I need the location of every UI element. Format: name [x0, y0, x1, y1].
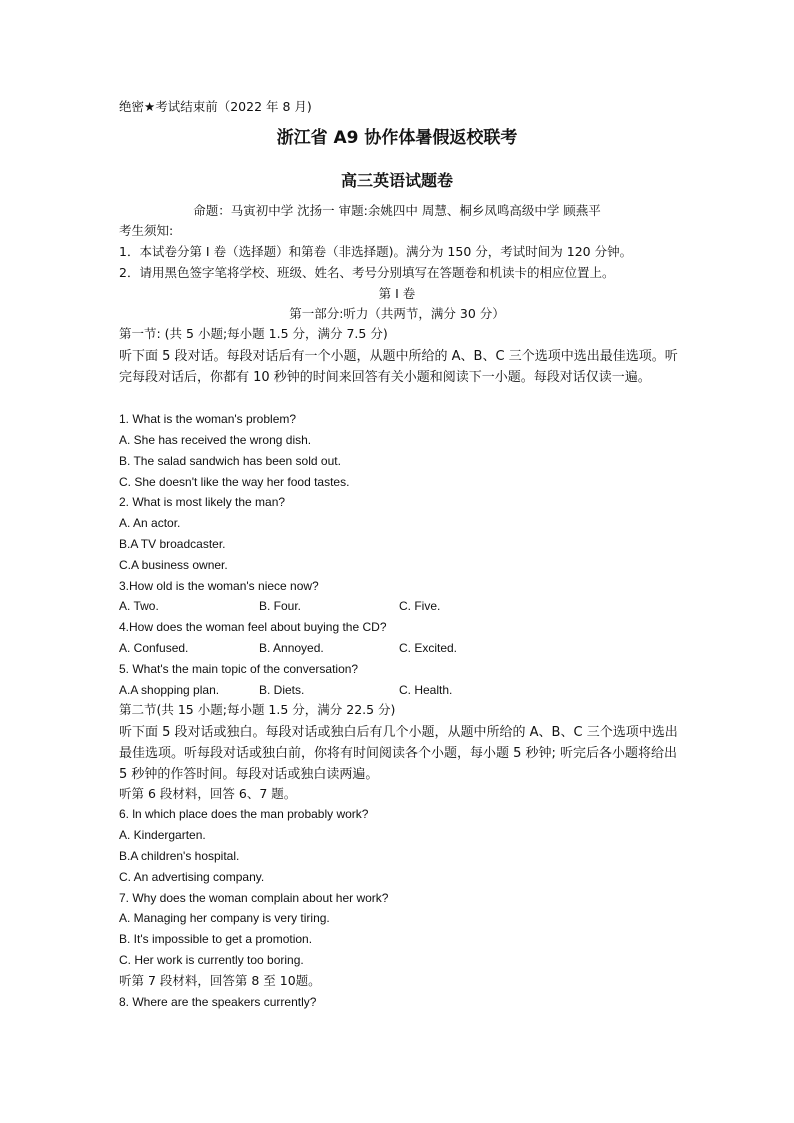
- option-c: C. Five.: [399, 599, 441, 613]
- option-c: C. Excited.: [399, 641, 458, 655]
- option-a: A.A shopping plan.: [119, 683, 220, 697]
- section1-instructions: 听下面 5 段对话。每段对话后有一个小题，从题中所给的 A、B、C 三个选项中选出最佳选项。听完每段对话后，你都有 10 秒钟的时间来回答有关小题和阅读下一小题。每段对话仅读一遍。: [119, 349, 678, 385]
- option-a: A. Confused.: [119, 641, 189, 655]
- option-b: B.A TV broadcaster.: [119, 537, 226, 551]
- option-a: A. Kindergarten.: [119, 828, 206, 842]
- option-c: C. Her work is currently too boring.: [119, 953, 304, 967]
- option-c: C.A business owner.: [119, 558, 228, 572]
- option-c: C. An advertising company.: [119, 870, 265, 884]
- question-stem: 8. Where are the speakers currently?: [119, 995, 317, 1009]
- paper-subtitle: 高三英语试题卷: [340, 171, 453, 190]
- question-stem: 5. What's the main topic of the conversation?: [119, 662, 359, 676]
- question-stem: 1. What is the woman's problem?: [119, 412, 297, 426]
- option-b: B. Diets.: [259, 683, 305, 697]
- option-a: A. She has received the wrong dish.: [119, 433, 312, 447]
- option-b: B. The salad sandwich has been sold out.: [119, 454, 341, 468]
- material-note: 听第 6 段材料，回答 6、7 题。: [119, 786, 297, 801]
- confidential-label: 绝密★考试结束前（2022 年 8 月): [119, 99, 312, 114]
- question-stem: 2. What is most likely the man?: [119, 495, 286, 509]
- section1-heading: 第一节: (共 5 小题;每小题 1.5 分，满分 7.5 分): [119, 326, 388, 341]
- option-b: B. Annoyed.: [259, 641, 324, 655]
- option-a: A. Managing her company is very tiring.: [119, 911, 330, 925]
- option-b: B. Four.: [259, 599, 302, 613]
- question-stem: 6. ln which place does the man probably work?: [119, 807, 369, 821]
- question-stem: 4.How does the woman feel about buying the CD?: [119, 620, 387, 634]
- option-b: B.A children's hospital.: [119, 849, 240, 863]
- notice-heading: 考生须知:: [119, 223, 174, 238]
- section2-instructions: 听下面 5 段对话或独白。每段对话或独白后有几个小题，从题中所给的 A、B、C 三个选项中选出最佳选项。听每段对话或独白前，你将有时间阅读各个小题，每小题 5 秒钟; 听完后各小题将给出 5 秒钟的作答时间。每段对话或独白读两遍。: [119, 725, 678, 782]
- notice-item: 2．请用黑色签字笔将学校、班级、姓名、考号分别填写在答题卷和机读卡的相应位置上。: [119, 265, 615, 280]
- section2-heading: 第二节(共 15 小题;每小题 1.5 分，满分 22.5 分): [119, 702, 396, 717]
- option-c: C. Health.: [399, 683, 453, 697]
- question-stem: 7. Why does the woman complain about her work?: [119, 891, 389, 905]
- question-stem: 3.How old is the woman's niece now?: [119, 579, 319, 593]
- option-b: B. It's impossible to get a promotion.: [119, 932, 313, 946]
- notice-item: 1．本试卷分第 I 卷（选择题）和第卷（非选择题)。满分为 150 分，考试时间为 120 分钟。: [119, 244, 633, 259]
- option-c: C. She doesn't like the way her food tastes.: [119, 475, 350, 489]
- material-note: 听第 7 段材料，回答第 8 至 10题。: [119, 973, 321, 988]
- exam-title: 浙江省 A9 协作体暑假返校联考: [276, 128, 518, 148]
- option-a: A. An actor.: [119, 516, 181, 530]
- author-line: 命题：马寅初中学 沈扬一 审题:余姚四中 周慧、桐乡凤鸣高级中学 顾燕平: [193, 203, 601, 218]
- option-a: A. Two.: [119, 599, 159, 613]
- part1-heading: 第一部分:听力（共两节，满分 30 分）: [289, 306, 505, 321]
- volume-label: 第 I 卷: [378, 286, 416, 301]
